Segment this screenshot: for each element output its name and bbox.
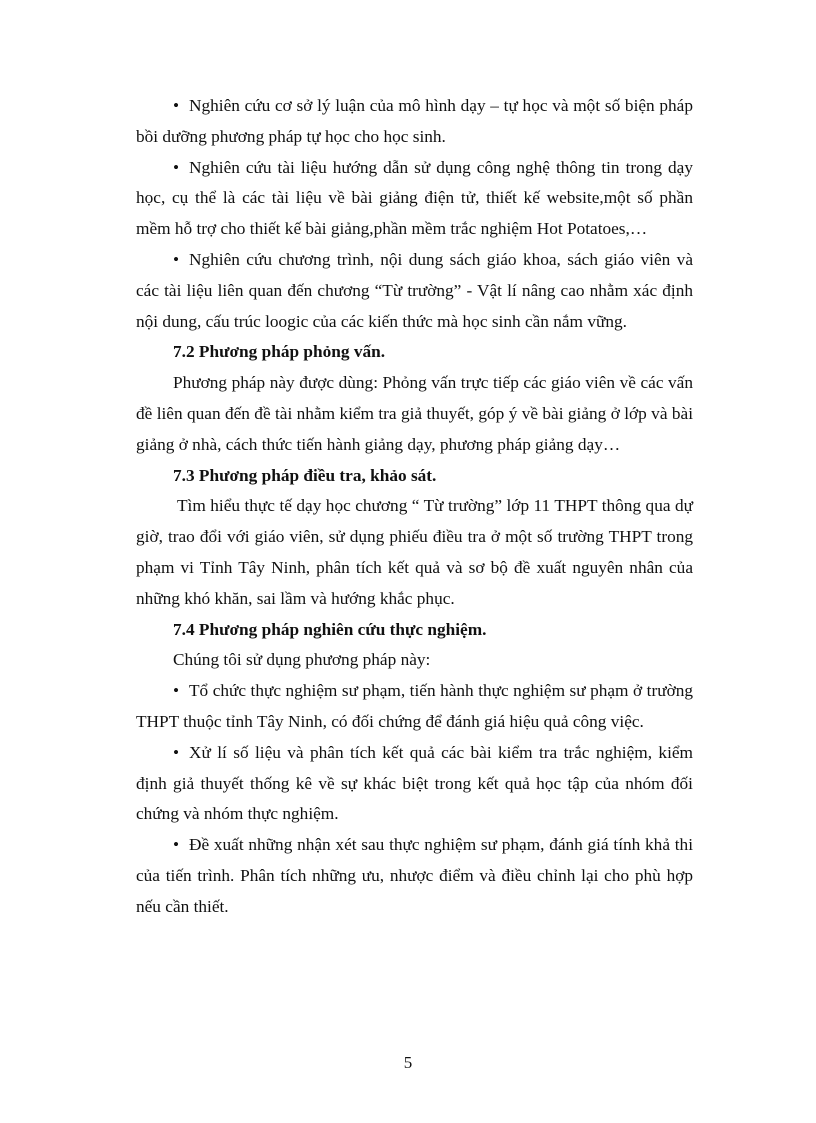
paragraph-survey: Tìm hiểu thực tế dạy học chương “ Từ trường” lớp 11 THPT thông qua dự giờ, trao đổi với giáo viên, sử dụng phiếu điều tra ở một số trường THPT trong phạm vi Tỉnh Tây Ninh, phân tích kết quả và sơ bộ đề xuất nguyên nhân của những khó khăn, sai lầm và hướng khắc phục. xyxy=(136,496,693,608)
bullet-item-organize xyxy=(136,676,693,738)
section-heading-7-2: 7.2 Phương pháp phỏng vấn. xyxy=(173,342,386,362)
bullet-text: Đề xuất những nhận xét sau thực nghiệm sư phạm, đánh giá tính khả thi của tiến trình. Phân tích những ưu, nhược điểm và điều chỉnh lại cho phù hợp nếu cần thiết. xyxy=(136,835,693,916)
page-number: 5 xyxy=(403,1053,413,1072)
bullet-text: Nghiên cứu cơ sở lý luận của mô hình dạy – tự học và một số biện pháp bồi dưỡng phương pháp tự học cho học sinh. xyxy=(136,96,693,146)
bullet-icon: • xyxy=(173,249,180,269)
bullet-icon: • xyxy=(173,835,180,855)
bullet-item-data-analysis xyxy=(136,738,693,830)
bullet-icon: • xyxy=(173,157,180,177)
bullet-icon: • xyxy=(173,742,180,762)
bullet-icon: • xyxy=(173,681,180,701)
bullet-item-proposals xyxy=(136,830,693,922)
bullet-item-curriculum xyxy=(136,245,693,337)
bullet-text: Nghiên cứu chương trình, nội dung sách giáo khoa, sách giáo viên và các tài liệu liên quan đến chương “Từ trường” - Vật lí nâng cao nhằm xác định nội dung, cấu trúc loogic của các kiến thức mà học sinh cần nắm vững. xyxy=(136,249,693,331)
paragraph-interview: Phương pháp này được dùng: Phỏng vấn trực tiếp các giáo viên về các vấn đề liên quan đến đề tài nhằm kiểm tra giả thuyết, góp ý về bài giảng ở lớp và bài giảng ở nhà, cách thức tiến hành giảng dạy, phương pháp giảng dạy… xyxy=(136,373,693,454)
bullet-text: Xử lí số liệu và phân tích kết quả các bài kiểm tra trắc nghiệm, kiểm định giả thuyết thống kê về sự khác biệt trong kết quả học tập của nhóm đối chứng và nhóm thực nghiệm. xyxy=(136,742,693,824)
bullet-item-theory xyxy=(136,91,693,153)
page-content xyxy=(136,91,693,923)
section-heading-7-4: 7.4 Phương pháp nghiên cứu thực nghiệm. xyxy=(173,619,487,639)
bullet-item-it-docs xyxy=(136,153,693,245)
bullet-text: Tổ chức thực nghiệm sư phạm, tiến hành thực nghiệm sư phạm ở trường THPT thuộc tỉnh Tây Ninh, có đối chứng để đánh giá hiệu quả công việc. xyxy=(136,681,693,731)
section-heading-7-3: 7.3 Phương pháp điều tra, khảo sát. xyxy=(173,465,437,485)
paragraph-experiment-intro: Chúng tôi sử dụng phương pháp này: xyxy=(173,650,431,670)
bullet-icon: • xyxy=(173,96,180,115)
bullet-text: Nghiên cứu tài liệu hướng dẫn sử dụng công nghệ thông tin trong dạy học, cụ thể là các tài liệu về bài giảng điện tử, thiết kế website,một số phần mềm hỗ trợ cho thiết kế bài giảng,phần mềm trắc nghiệm Hot Potatoes,… xyxy=(136,157,693,239)
